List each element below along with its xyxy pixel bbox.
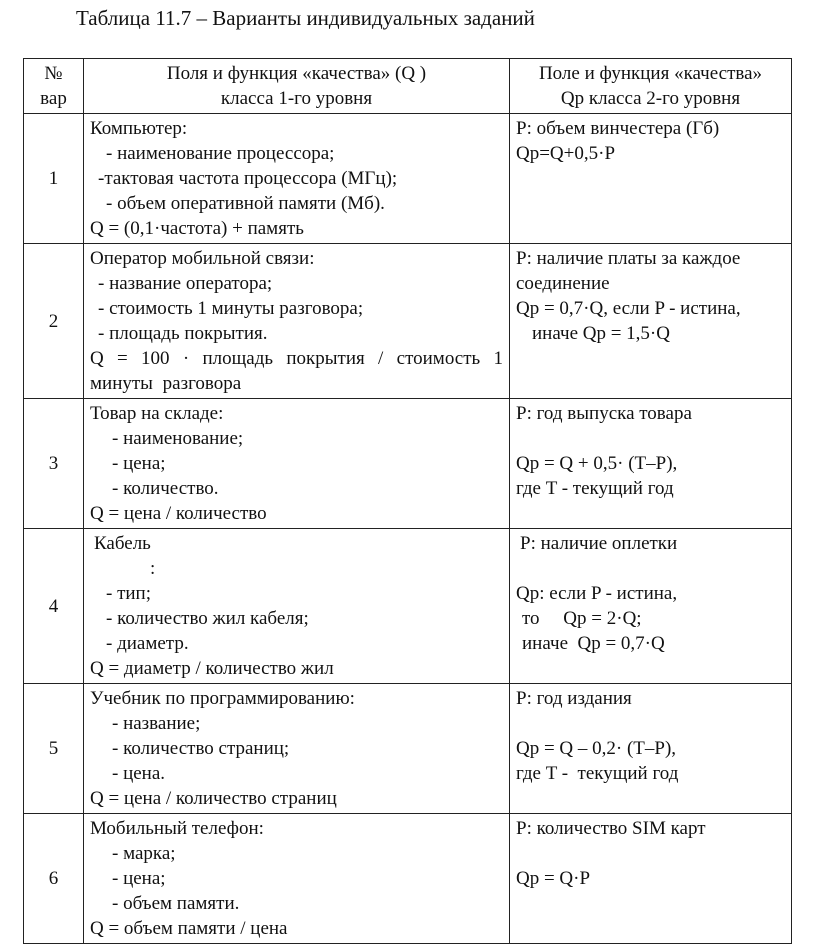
level2-cell [510, 244, 792, 399]
formula: то Qp = 2·Q; [522, 608, 642, 629]
list-item: - объем памяти. [112, 893, 240, 914]
table-row [24, 399, 792, 529]
list-item: Компьютер: [90, 118, 188, 139]
list-item: - площадь покрытия. [98, 323, 268, 344]
list-item: - наименование; [112, 428, 244, 449]
list-item: Мобильный телефон: [90, 818, 264, 839]
formula: Qp = Q + 0,5· (T–P), [516, 453, 678, 474]
header-level1-line2: класса 1-го уровня [220, 88, 373, 109]
list-item: P: год издания [516, 688, 632, 709]
list-item: : [150, 558, 156, 579]
list-item: - тип; [106, 583, 151, 604]
level1-cell [84, 529, 510, 684]
level1-cell [84, 814, 510, 944]
formula: Q = 100 · площадь покрытия / стоимость 1 минуты разговора [90, 348, 503, 394]
list-item: - количество жил кабеля; [106, 608, 309, 629]
formula: Qp: если P - истина, [516, 583, 678, 604]
list-item: - диаметр. [106, 633, 189, 654]
list-item: - марка; [112, 843, 176, 864]
list-item: P: количество SIM карт [516, 818, 706, 839]
variant-number: 4 [24, 529, 84, 684]
list-item: P: наличие платы за каждое [516, 248, 741, 269]
spacer [516, 841, 785, 866]
list-item: -тактовая частота процессора (МГц); [98, 168, 398, 189]
list-item: - количество страниц; [112, 738, 290, 759]
variant-number: 5 [24, 684, 84, 814]
formula: Q = диаметр / количество жил [90, 658, 334, 679]
list-item: где T - текущий год [516, 478, 674, 499]
spacer [516, 426, 785, 451]
list-item: Учебник по программированию: [90, 688, 355, 709]
table-row [24, 529, 792, 684]
list-item: Товар на складе: [90, 403, 224, 424]
formula: Qp=Q+0,5·P [516, 143, 616, 164]
list-item: - цена; [112, 453, 166, 474]
list-item: Кабель [94, 533, 151, 554]
formula: Qp = Q – 0,2· (T–P), [516, 738, 677, 759]
formula: Q = цена / количество [90, 503, 267, 524]
formula: Q = объем памяти / цена [90, 918, 288, 939]
formula: Qp = 0,7·Q, если P - истина, [516, 298, 741, 319]
level1-cell [84, 244, 510, 399]
list-item: P: год выпуска товара [516, 403, 692, 424]
list-item: где T - текущий год [516, 763, 679, 784]
variants-table [23, 58, 792, 944]
list-item: P: объем винчестера (Гб) [516, 118, 720, 139]
variant-number: 3 [24, 399, 84, 529]
header-level2-line1: Поле и функция «качества» [538, 63, 763, 84]
list-item: - стоимость 1 минуты разговора; [98, 298, 364, 319]
list-item: соединение [516, 273, 610, 294]
table-caption: Таблица 11.7 – Варианты индивидуальных заданий [76, 6, 535, 30]
level2-cell [510, 814, 792, 944]
level1-cell [84, 684, 510, 814]
spacer [516, 711, 785, 736]
formula: Q = (0,1·частота) + память [90, 218, 304, 239]
list-item: - объем оперативной памяти (Мб). [106, 193, 385, 214]
level2-cell [510, 684, 792, 814]
list-item: P: наличие оплетки [520, 533, 678, 554]
header-row [24, 59, 792, 114]
level1-cell [84, 399, 510, 529]
header-level1-line1: Поля и функция «качества» (Q ) [166, 63, 427, 84]
header-level2-line2: Qp класса 2-го уровня [560, 88, 741, 109]
formula: иначе Qp = 1,5·Q [532, 323, 670, 344]
list-item: - цена; [112, 868, 166, 889]
formula: иначе Qp = 0,7·Q [522, 633, 665, 654]
level1-cell [84, 114, 510, 244]
variant-number: 2 [24, 244, 84, 399]
header-level2 [510, 59, 792, 114]
table-row [24, 244, 792, 399]
table-row [24, 684, 792, 814]
list-item: - цена. [112, 763, 166, 784]
level2-cell [510, 529, 792, 684]
variant-number: 1 [24, 114, 84, 244]
header-variant [24, 59, 84, 114]
variant-number: 6 [24, 814, 84, 944]
list-item: - название оператора; [98, 273, 273, 294]
table-row [24, 114, 792, 244]
level2-cell [510, 114, 792, 244]
header-level1 [84, 59, 510, 114]
table-row [24, 814, 792, 944]
spacer [516, 556, 785, 581]
list-item: - название; [112, 713, 201, 734]
level2-cell [510, 399, 792, 529]
list-item: - количество. [112, 478, 219, 499]
list-item: - наименование процессора; [106, 143, 335, 164]
header-variant-line2: вар [40, 88, 67, 109]
header-variant-line1: № [44, 63, 63, 84]
formula: Qp = Q·P [516, 868, 591, 889]
list-item: Оператор мобильной связи: [90, 248, 315, 269]
formula: Q = цена / количество страниц [90, 788, 337, 809]
